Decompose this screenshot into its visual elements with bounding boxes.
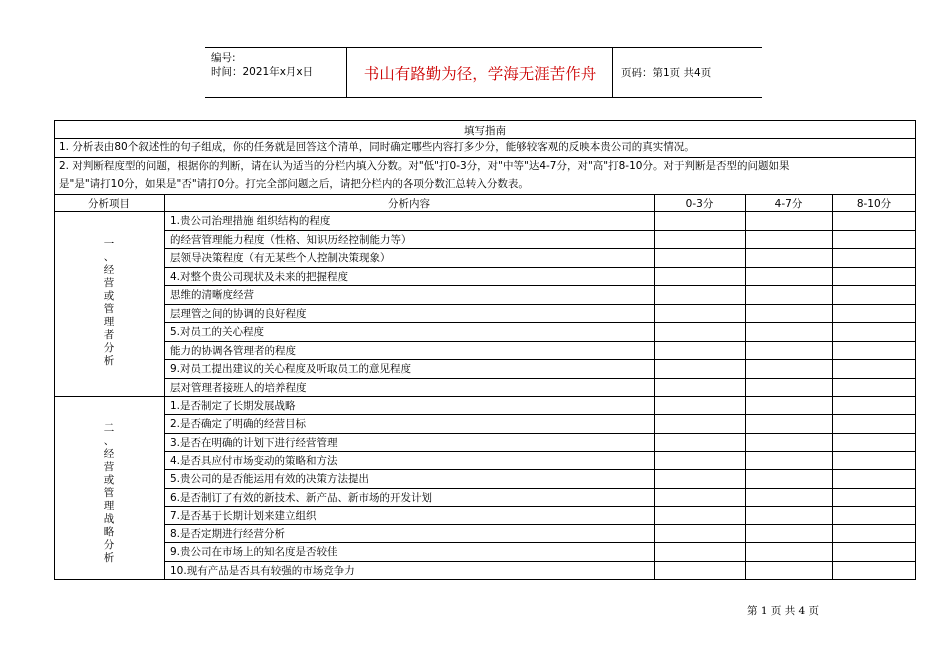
- col-item: 分析项目: [88, 198, 130, 210]
- section2-item: 3.是否在明确的计划下进行经营管理: [170, 436, 338, 449]
- section2-item: 7.是否基于长期计划来建立组织: [170, 509, 317, 522]
- header-meta: [205, 48, 347, 97]
- score-cell-high[interactable]: [833, 397, 916, 414]
- score-cell-low[interactable]: [655, 470, 745, 487]
- score-cell-high[interactable]: [833, 415, 916, 432]
- section2-item: 1.是否制定了长期发展战略: [170, 400, 296, 412]
- score-cell-low[interactable]: [655, 286, 745, 304]
- section2-item: 10.现有产品是否具有较强的市场竞争力: [170, 564, 355, 577]
- score-cell-high[interactable]: [833, 249, 916, 267]
- section1-label: 一 、 经 营 或 管 理 者 分 析: [103, 238, 115, 367]
- section2-item: 2.是否确定了明确的经营目标: [170, 418, 307, 431]
- section2-item: 9.贵公司在市场上的知名度是否较佳: [170, 546, 338, 559]
- guide-line-2: 2. 对判断程度型的问题，根据你的判断，请在认为适当的分栏内填入分数。对"低"打0-3分，对"中等"达4-7分，对"高"打8-10分。对于判断是否型的问题如果: [59, 160, 790, 172]
- score-cell-mid[interactable]: [746, 231, 832, 249]
- section2-item: 8.是否定期进行经营分析: [170, 528, 286, 541]
- section2-item: 4.是否具应付市场变动的策略和方法: [170, 454, 338, 467]
- score-cell-mid[interactable]: [746, 342, 832, 360]
- score-cell-mid[interactable]: [746, 489, 832, 506]
- guide-line-1: 1. 分析表由80个叙述性的句子组成，你的任务就是回答这个清单，同时确定哪些内容打多少分，能够较客观的反映本贵公司的真实情况。: [59, 141, 695, 153]
- score-cell-mid[interactable]: [746, 434, 832, 451]
- score-cell-low[interactable]: [655, 489, 745, 506]
- score-cell-low[interactable]: [655, 543, 745, 560]
- score-cell-mid[interactable]: [746, 268, 832, 286]
- score-cell-mid[interactable]: [746, 562, 832, 579]
- score-cell-mid[interactable]: [746, 452, 832, 469]
- score-cell-high[interactable]: [833, 268, 916, 286]
- score-cell-low[interactable]: [655, 379, 745, 397]
- score-cell-high[interactable]: [833, 543, 916, 560]
- score-cell-high[interactable]: [833, 507, 916, 524]
- col-content: 分析内容: [388, 198, 430, 210]
- score-cell-mid[interactable]: [746, 379, 832, 397]
- section1-item: 能力的协调各管理者的程度: [170, 344, 296, 357]
- guide-line-3: 是"是"请打10分，如果是"否"请打0分。打完全部问题之后，请把分栏内的各项分数汇总转入分数表。: [59, 178, 529, 190]
- score-cell-low[interactable]: [655, 305, 745, 323]
- section1-item: 层对管理者接班人的培养程度: [170, 381, 307, 394]
- score-cell-low[interactable]: [655, 360, 745, 378]
- score-cell-low[interactable]: [655, 434, 745, 451]
- score-cell-low[interactable]: [655, 323, 745, 341]
- score-cell-low[interactable]: [655, 415, 745, 432]
- guide-title: 填写指南: [464, 125, 506, 137]
- section1-item: 5.对员工的关心程度: [170, 326, 265, 338]
- score-cell-low[interactable]: [655, 452, 745, 469]
- score-cell-low[interactable]: [655, 525, 745, 542]
- score-cell-high[interactable]: [833, 489, 916, 506]
- score-cell-high[interactable]: [833, 342, 916, 360]
- section1-item: 4.对整个贵公司现状及未来的把握程度: [170, 270, 349, 283]
- score-cell-low[interactable]: [655, 268, 745, 286]
- page-footer: 第 1 页 共 4 页: [747, 605, 820, 617]
- score-cell-mid[interactable]: [746, 249, 832, 267]
- score-cell-mid[interactable]: [746, 525, 832, 542]
- section1-item: 的经营管理能力程度（性格、知识历经控制能力等）: [170, 233, 412, 246]
- number-label: 编号:: [211, 52, 236, 64]
- section1-item: 9.对员工提出建议的关心程度及听取员工的意见程度: [170, 363, 412, 375]
- section2-item: 5.贵公司的是否能运用有效的决策方法提出: [170, 473, 370, 486]
- motto: 书山有路勤为径，学海无涯苦作舟: [348, 48, 613, 97]
- score-cell-high[interactable]: [833, 470, 916, 487]
- score-cell-low[interactable]: [655, 249, 745, 267]
- score-cell-mid[interactable]: [746, 397, 832, 414]
- score-cell-high[interactable]: [833, 231, 916, 249]
- score-cell-low[interactable]: [655, 397, 745, 414]
- score-cell-high[interactable]: [833, 452, 916, 469]
- score-cell-high[interactable]: [833, 379, 916, 397]
- section1-item: 思维的清晰度经营: [170, 289, 254, 301]
- col-high: 8-10分: [856, 198, 892, 210]
- score-cell-mid[interactable]: [746, 507, 832, 524]
- score-cell-mid[interactable]: [746, 286, 832, 304]
- score-cell-mid[interactable]: [746, 323, 832, 341]
- score-cell-high[interactable]: [833, 562, 916, 579]
- score-cell-high[interactable]: [833, 286, 916, 304]
- time-label: 时间：2021年x月x日: [211, 66, 314, 78]
- section1-item: 层领导决策程度（有无某些个人控制决策现象）: [170, 252, 391, 264]
- score-cell-high[interactable]: [833, 305, 916, 323]
- score-cell-high[interactable]: [833, 525, 916, 542]
- col-low: 0-3分: [685, 198, 714, 210]
- page-label: 页码：第1页 共4页: [621, 67, 712, 79]
- col-mid: 4-7分: [774, 198, 803, 210]
- score-cell-high[interactable]: [833, 434, 916, 451]
- score-cell-high[interactable]: [833, 360, 916, 378]
- score-cell-mid[interactable]: [746, 305, 832, 323]
- score-cell-high[interactable]: [833, 323, 916, 341]
- section1-item: 层理管之间的协调的良好程度: [170, 307, 307, 320]
- section2-item: 6.是否制订了有效的新技术、新产品、新市场的开发计划: [170, 491, 433, 504]
- score-cell-mid[interactable]: [746, 543, 832, 560]
- analysis-table: [54, 120, 916, 580]
- score-cell-mid[interactable]: [746, 360, 832, 378]
- score-cell-low[interactable]: [655, 507, 745, 524]
- page-header: [205, 47, 762, 98]
- score-cell-low[interactable]: [655, 231, 745, 249]
- section1-item: 1.贵公司治理措施 组织结构的程度: [170, 215, 331, 227]
- score-cell-low[interactable]: [655, 562, 745, 579]
- score-cell-low[interactable]: [655, 342, 745, 360]
- score-cell-mid[interactable]: [746, 470, 832, 487]
- score-cell-high[interactable]: [833, 212, 916, 230]
- score-cell-mid[interactable]: [746, 415, 832, 432]
- section2-label: 二 、 经 营 或 管 理 战 略 分 析: [103, 422, 115, 564]
- score-cell-low[interactable]: [655, 212, 745, 230]
- score-cell-mid[interactable]: [746, 212, 832, 230]
